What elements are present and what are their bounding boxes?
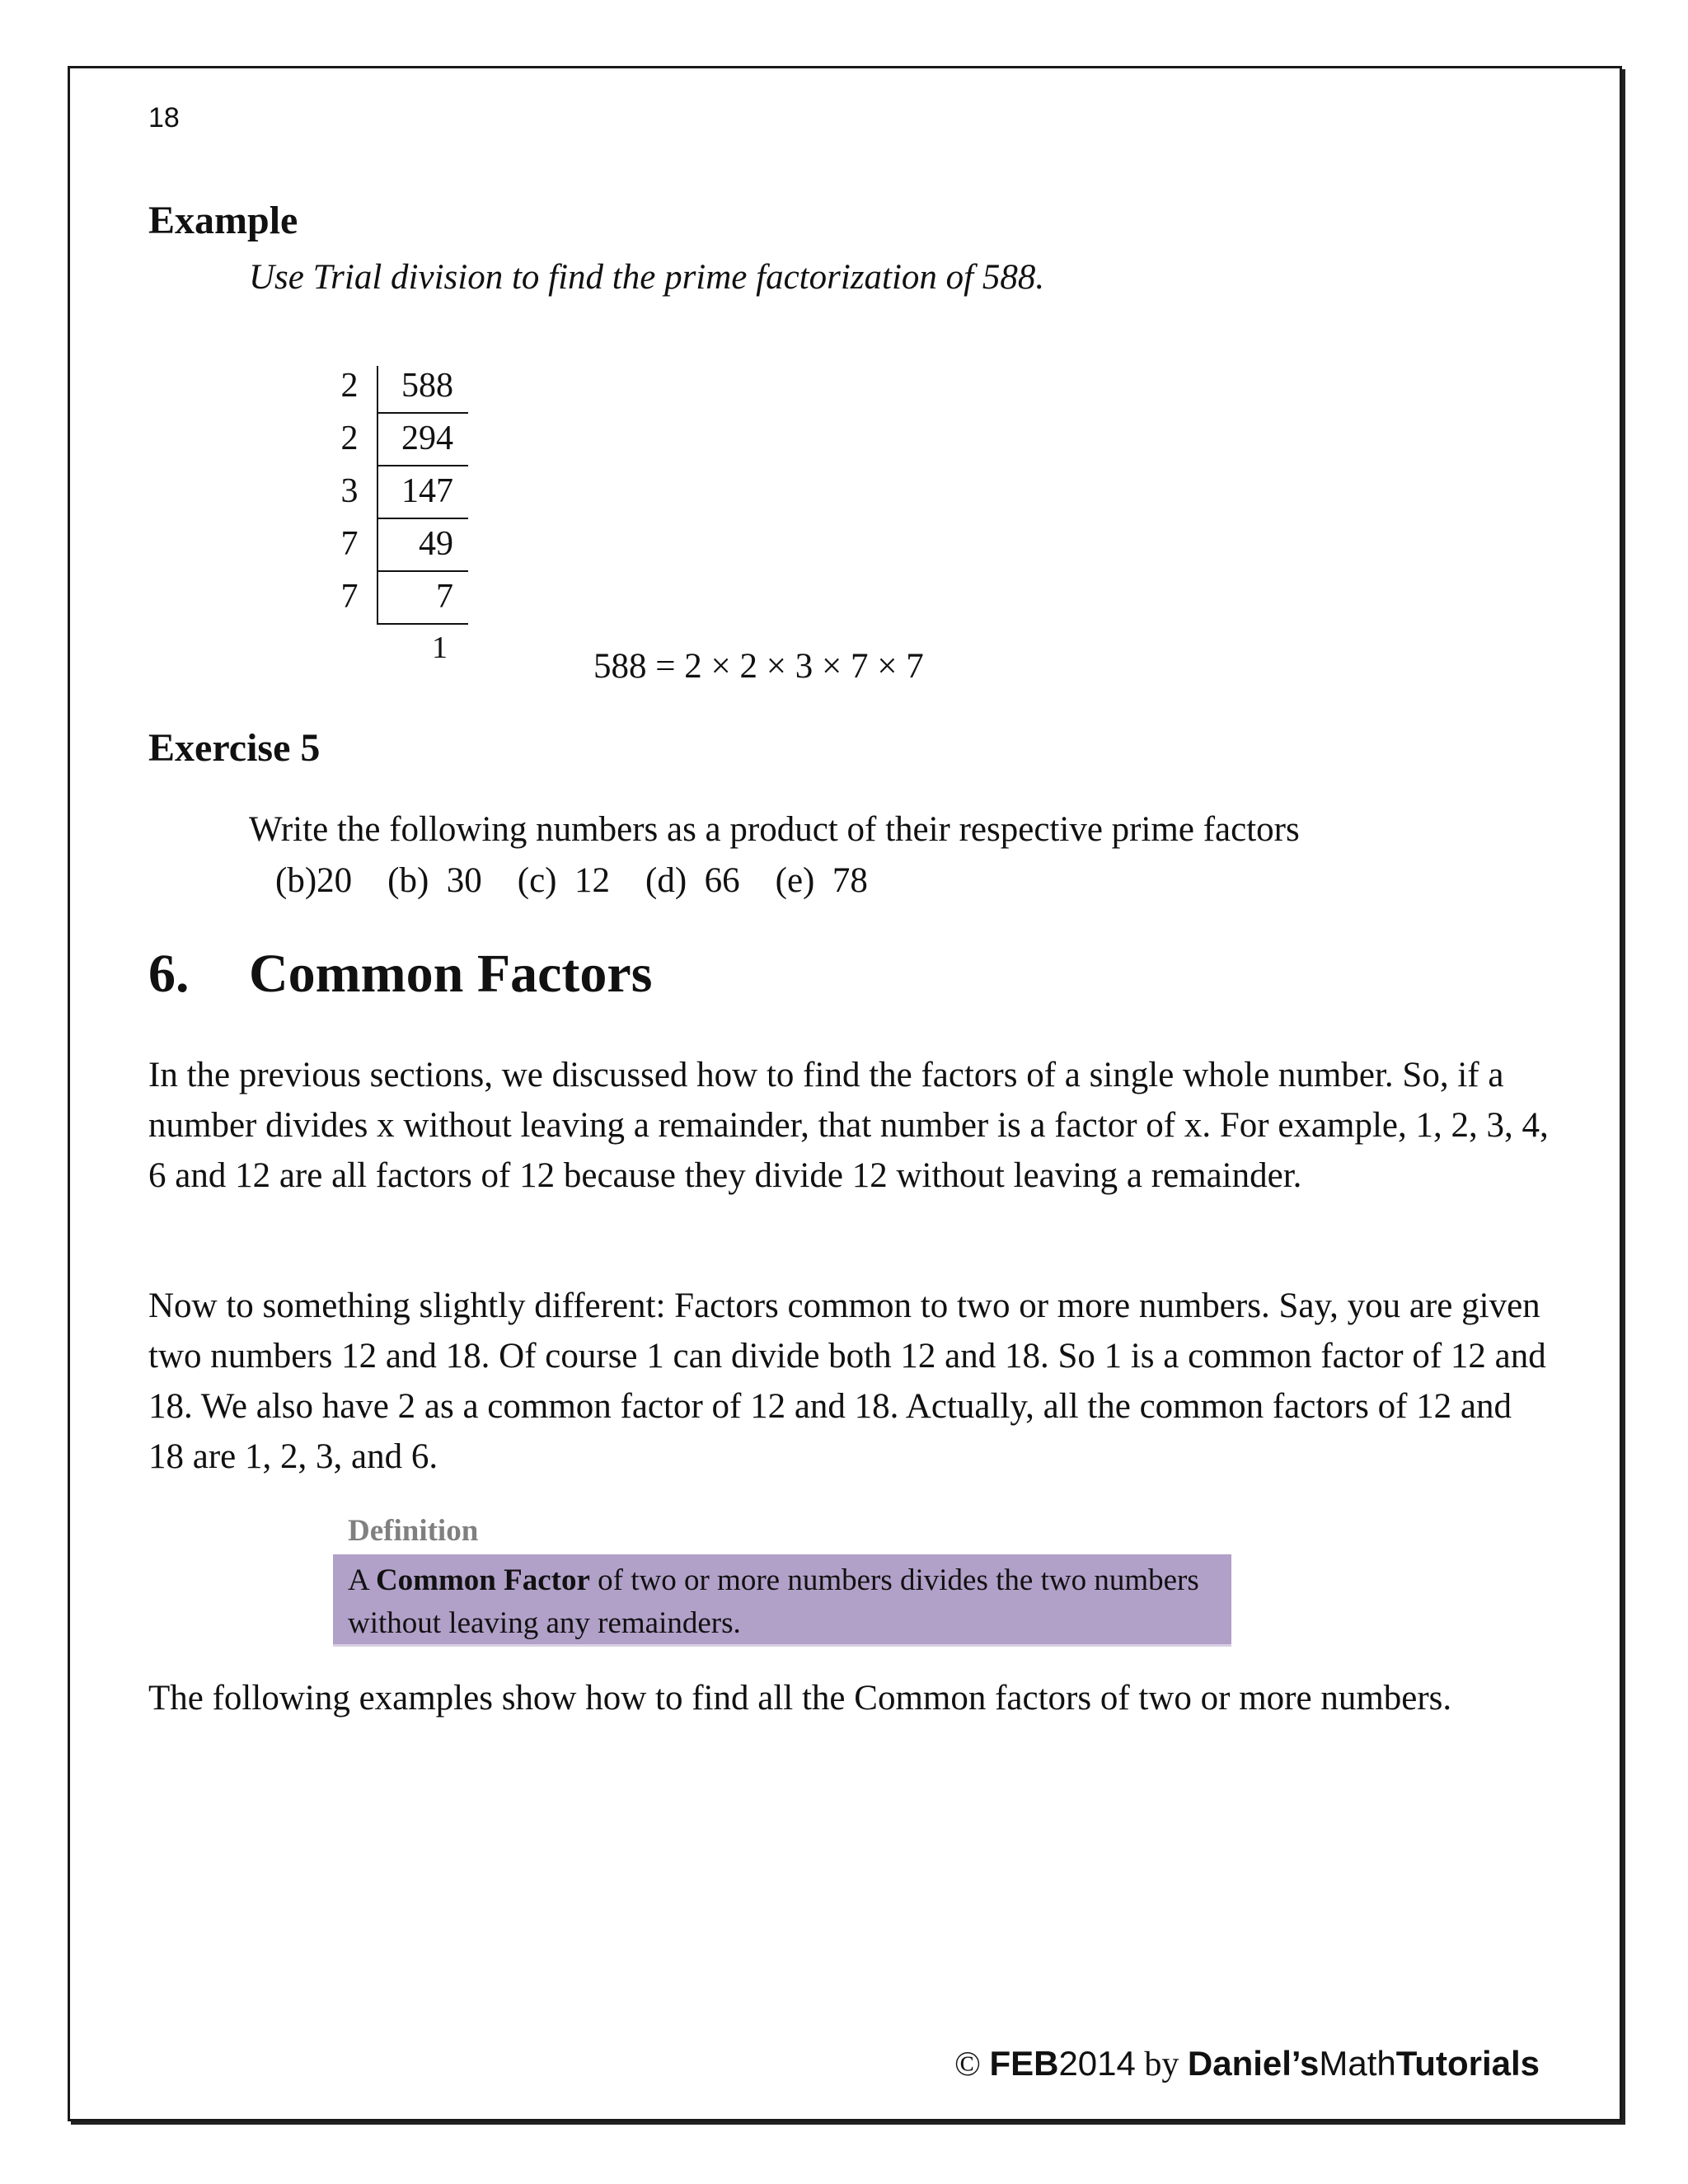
section-heading xyxy=(148,943,652,1005)
ladder-divisor: 7 xyxy=(340,578,359,616)
footer-tutorials: Tutorials xyxy=(1395,2044,1540,2083)
example-heading: Example xyxy=(148,199,298,242)
exercise-heading: Exercise 5 xyxy=(148,726,321,770)
footer-math: Math xyxy=(1319,2044,1396,2083)
ladder-row xyxy=(330,519,470,572)
page-number: 18 xyxy=(148,102,180,134)
exercise-instruction: Write the following numbers as a product of their respective prime factors xyxy=(249,810,1300,849)
example-prompt: Use Trial division to find the prime factorization of 588. xyxy=(249,258,1045,297)
section-title: Common Factors xyxy=(249,944,653,1004)
ladder-row xyxy=(330,466,470,519)
ladder-dividend: 147 xyxy=(401,472,453,510)
paragraph: The following examples show how to find all the Common factors of two or more numbers. xyxy=(148,1679,1452,1718)
ladder-divisor: 7 xyxy=(340,525,359,563)
footer-author: Daniel’s xyxy=(1187,2044,1320,2083)
ladder-final-quotient: 1 xyxy=(432,630,448,665)
ladder-row xyxy=(330,414,470,466)
division-ladder xyxy=(330,361,495,674)
definition-box xyxy=(333,1554,1231,1647)
section-number: 6. xyxy=(148,944,190,1004)
ladder-divisor: 2 xyxy=(340,367,359,405)
ladder-dividend: 49 xyxy=(419,525,453,563)
definition-label: Definition xyxy=(348,1514,479,1548)
footer-credit xyxy=(954,2044,1540,2084)
definition-prefix: A xyxy=(348,1563,376,1597)
exercise-items: (b)20 (b) 30 (c) 12 (d) 66 (e) 78 xyxy=(275,861,868,900)
footer-by: by xyxy=(1135,2046,1188,2083)
ladder-dividend: 588 xyxy=(401,367,453,405)
ladder-rule xyxy=(377,623,468,625)
factorization-result: 588 = 2 × 2 × 3 × 7 × 7 xyxy=(593,647,924,686)
copyright-symbol: © xyxy=(954,2046,990,2083)
definition-term: Common Factor xyxy=(375,1563,590,1597)
ladder-dividend: 7 xyxy=(436,578,453,616)
ladder-row xyxy=(330,361,470,414)
paragraph: In the previous sections, we discussed how to find the factors of a single whole number. So, if a number divides x without leaving a remainder, that number is a factor of x. For example, 1, 2, 3, 4, 6 and 12 are all factors of 12 because they divide 12 without leaving a remainder. xyxy=(148,1056,1549,1195)
paragraph: Now to something slightly different: Factors common to two or more numbers. Say, you are given two numbers 12 and 18. Of course 1 can divide both 12 and 18. So 1 is a common factor of 12 and 18. We also have 2 as a common factor of 12 and 18. Actually, all the common factors of 12 and 18 are 1, 2, 3, and 6. xyxy=(148,1286,1546,1476)
ladder-divisor: 3 xyxy=(340,472,359,510)
definition-text: of two or more numbers divides the two numbers without leaving any remainders. xyxy=(348,1563,1199,1640)
footer-year: 2014 xyxy=(1058,2044,1136,2083)
footer-month: FEB xyxy=(989,2044,1059,2083)
ladder-row xyxy=(330,572,470,625)
ladder-divisor: 2 xyxy=(340,419,359,457)
ladder-dividend: 294 xyxy=(401,419,453,457)
